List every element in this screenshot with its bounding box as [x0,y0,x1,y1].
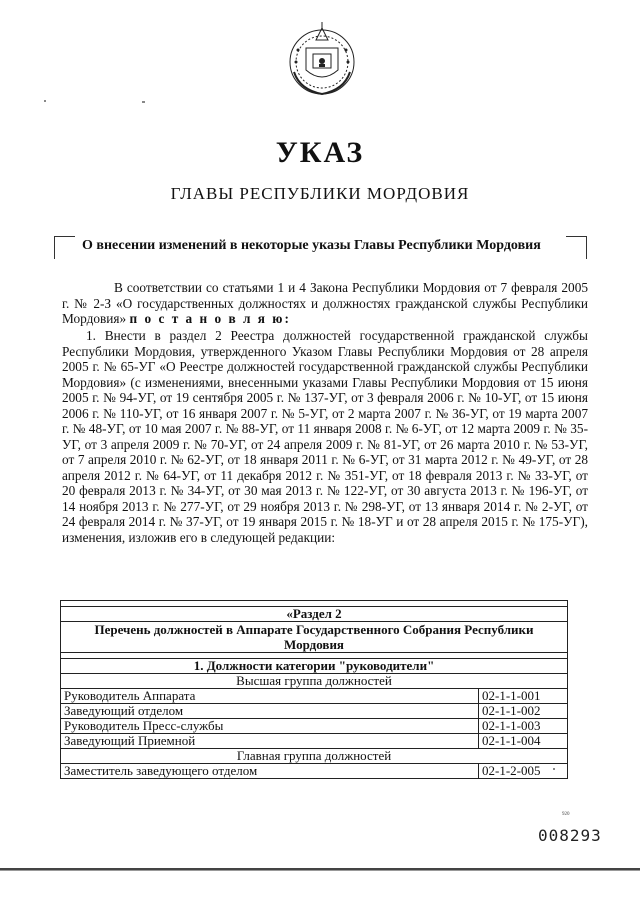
document-title: УКАЗ [275,136,365,169]
heading-bracket-right [566,236,587,259]
page-number: 008293 [538,826,602,845]
group-highest: Высшая группа должностей [61,674,568,689]
code-cell: 02-1-1-003 [479,719,568,734]
decree-word: п о с т а н о в л я ю: [129,311,291,326]
scan-edge-strip [0,866,640,873]
table-row [61,689,568,704]
group-main: Главная группа должностей [61,749,568,764]
small-number: 920 [562,812,570,817]
code-cell: 02-1-2-005 [479,764,568,779]
section-subtitle: Перечень должностей в Аппарате Государственного Собрания Республики Мордовия [61,622,568,653]
table-row [61,734,568,749]
position-cell: Руководитель Аппарата [61,689,479,704]
coat-of-arms-icon [286,20,358,98]
table-row [61,719,568,734]
heading-bracket-left [54,236,75,259]
code-cell: 02-1-1-002 [479,704,568,719]
intro-text: В соответствии со статьями 1 и 4 Закона Республики Мордовия от 7 февраля 2005 г. № 2-З «О государственных должностях и должностях гражданской службы Республики Мордовия» [62,280,588,326]
scan-speck [44,100,46,102]
position-cell: Заведующий отделом [61,704,479,719]
intro-paragraph [62,280,588,327]
code-cell: 02-1-1-001 [479,689,568,704]
position-cell: Заместитель заведующего отделом [61,764,479,779]
paragraph-1: 1. Внести в раздел 2 Реестра должностей государственной гражданской службы Республики Мордовия, утвержденного Указом Главы Республики Мордовия от 28 апреля 2005 г. № 65-УГ «О Реестре должностей государственной гражданской службы Республики Мордовия» (с изменениями, внесенными указами Главы Республики Мордовия от 15 июня 2005 г. № 94-УГ, от 19 сентября 2005 г. № 137-УГ, от 3 февраля 2006 г. № 10-УГ, от 15 июня 2006 г. № 110-УГ, от 16 января 2007 г. № 5-УГ, от 2 марта 2007 г. № 36-УГ, от 19 марта 2007 г. № 48-УГ, от 10 мая 2007 г. № 88-УГ, от 11 января 2008 г. № 6-УГ, от 12 марта 2009 г. № 35-УГ, от 3 апреля 2009 г. № 70-УГ, от 24 апреля 2009 г. № 81-УГ, от 26 марта 2010 г. № 53-УГ, от 7 апреля 2010 г. № 62-УГ, от 18 января 2011 г. № 6-УГ, от 31 марта 2012 г. № 49-УГ, от 28 апреля 2012 г. № 64-УГ, от 11 декабря 2012 г. № 351-УГ, от 18 февраля 2013 г. № 33-УГ, от 20 февраля 2013 г. № 34-УГ, от 30 мая 2013 г. № 122-УГ, от 30 августа 2013 г. № 196-УГ, от 14 ноября 2013 г. № 277-УГ, от 29 ноября 2013 г. № 298-УГ, от 13 января 2014 г. № 2-УГ, от 24 февраля 2014 г. № 37-УГ, от 19 января 2015 г. № 18-УГ и от 28 апреля 2015 г. № 175-УГ), изменения, изложив его в следующей редакции: [62,328,588,545]
document-heading: О внесении изменений в некоторые указы Главы Республики Мордовия [82,238,541,253]
position-cell: Заведующий Приемной [61,734,479,749]
scan-speck [553,768,555,770]
table-row [61,704,568,719]
table-row [61,764,568,779]
position-cell: Руководитель Пресс-службы [61,719,479,734]
section-title: «Раздел 2 [61,607,568,622]
document-subtitle: ГЛАВЫ РЕСПУБЛИКИ МОРДОВИЯ [170,184,470,203]
scan-speck [142,101,145,103]
positions-table [60,600,568,779]
category-header: 1. Должности категории "руководители" [61,659,568,674]
code-cell: 02-1-1-004 [479,734,568,749]
